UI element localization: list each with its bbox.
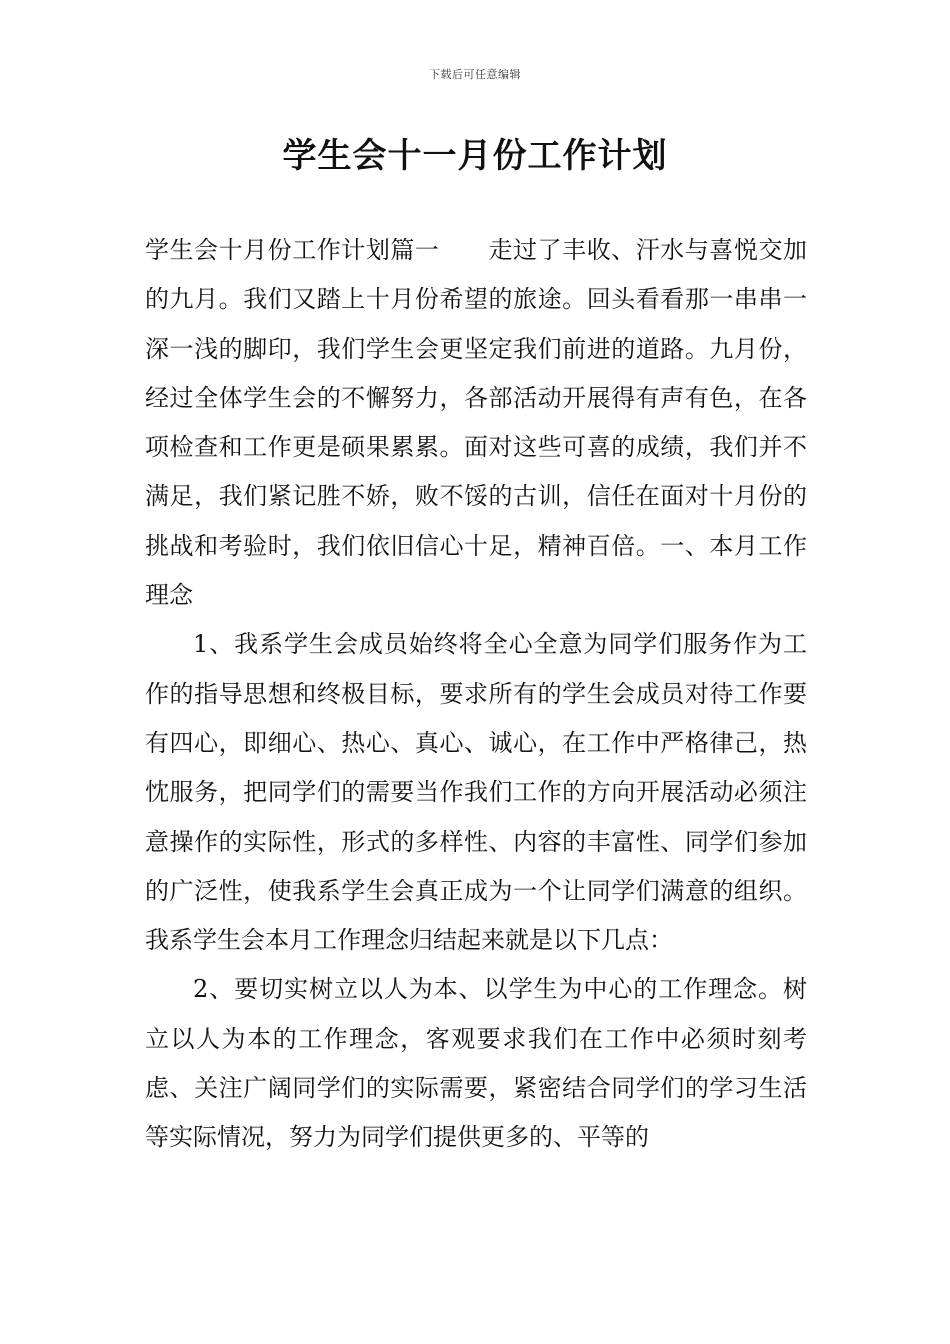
paragraph-intro: 学生会十月份工作计划篇一 走过了丰收、汗水与喜悦交加的九月。我们又踏上十月份希望的旅途。回头看看那一串串一深一浅的脚印，我们学生会更坚定我们前进的道路。九月份，经过全体学生会的不懈努力，各部活动开展得有声有色，在各项检查和工作更是硕果累累。面对这些可喜的成绩，我们并不满足，我们紧记胜不娇，败不馁的古训，信任在面对十月份的挑战和考验时，我们依旧信心十足，精神百倍。一、本月工作理念 (145, 236, 807, 610)
paragraph-point-2: 2、要切实树立以人为本、以学生为中心的工作理念。树立以人为本的工作理念，客观要求我们在工作中必须时刻考虑、关注广阔同学们的实际需要，紧密结合同学们的学习生活等实际情况，努力为同学们提供更多的、平等的 (145, 975, 807, 1152)
header-note: 下载后可任意编辑 (429, 68, 521, 81)
document-title: 学生会十一月份工作计划 (282, 136, 668, 176)
paragraph-point-1: 1、我系学生会成员始终将全心全意为同学们服务作为工作的指导思想和终极目标，要求所有的学生会成员对待工作要有四心，即细心、热心、真心、诚心，在工作中严格律己，热忱服务，把同学们的需要当作我们工作的方向开展活动必须注意操作的实际性，形式的多样性、内容的丰富性、同学们参加的广泛性，使我系学生会真正成为一个让同学们满意的组织。我系学生会本月工作理念归结起来就是以下几点： (145, 630, 807, 955)
document-body (145, 226, 807, 1163)
